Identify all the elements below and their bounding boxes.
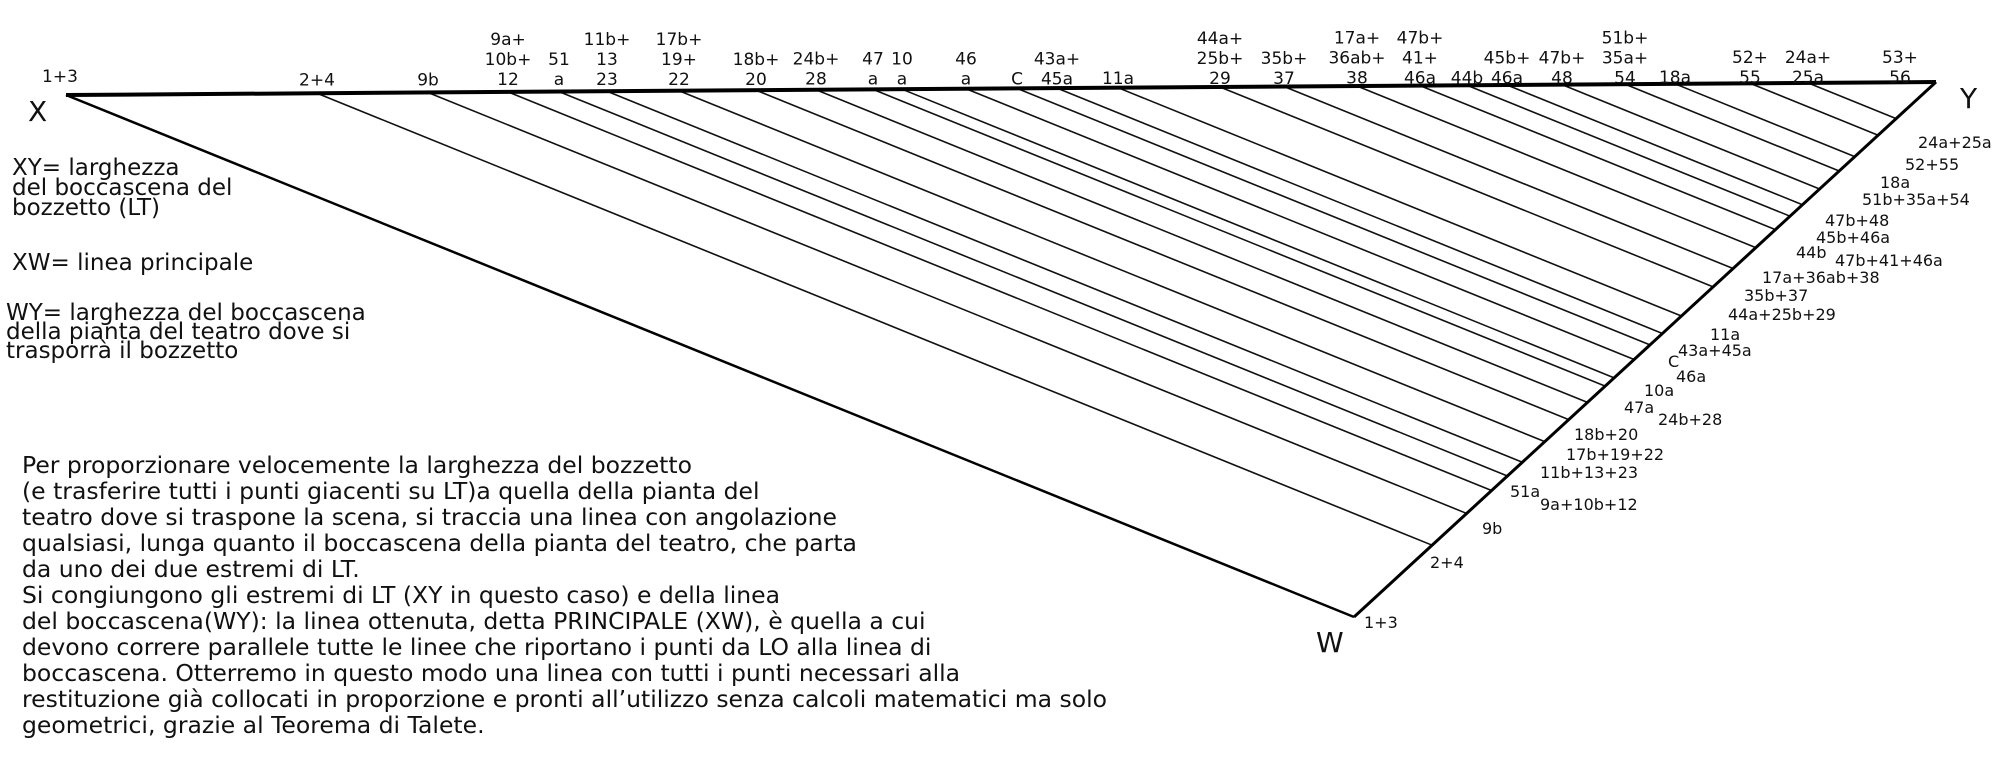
parallel-line (1750, 83, 1878, 135)
parallel-line (1284, 87, 1733, 269)
wy-point-label: 18a (1880, 173, 1911, 192)
wy-point-label: 44b (1796, 243, 1827, 262)
parallel-line (1220, 87, 1713, 287)
paragraph-line: qualsiasi, lunga quanto il boccascena della pianta del teatro, che parta (22, 529, 857, 557)
paragraph-line: teatro dove si traspone la scena, si traccia una linea con angolazione (22, 503, 838, 531)
xy-point-label: 51 a (548, 50, 570, 91)
paragraph-line: geometrici, grazie al Teorema di Talete. (22, 711, 485, 739)
xy-point-label: 44b (1450, 68, 1484, 89)
parallel-line (1017, 88, 1650, 345)
wy-point-label: 47b+41+46a (1835, 251, 1943, 270)
paragraph-line: restituzione già collocati in proporzione e pronti all’utilizzo senza calcoli matematici ma solo (22, 685, 1108, 713)
xy-point-label: 47b+ 48 (1538, 48, 1586, 89)
parallel-line (508, 92, 1492, 491)
xy-point-label: 10 a (891, 49, 913, 90)
parallel-line (1562, 85, 1820, 189)
parallel-line (1507, 85, 1802, 205)
paragraph-line: (e trasferire tutti i punti giacenti su LT)a quella della pianta del (22, 477, 760, 505)
xy-point-label: 51b+ 35a+ 54 (1601, 28, 1649, 89)
parallel-line (816, 90, 1587, 403)
wy-point-label: 18b+20 (1574, 425, 1639, 444)
wy-point-label: 43a+45a (1678, 341, 1752, 360)
wy-point-label: 45b+46a (1816, 228, 1891, 247)
line-xy (66, 82, 1936, 95)
paragraph-line: devono correre parallele tutte le linee che riportano i punti da LO alla linea di (22, 633, 932, 661)
xy-point-label: 43a+ 45a (1033, 49, 1081, 90)
wy-point-label: 47b+48 (1825, 211, 1890, 230)
wy-point-label: 17a+36ab+38 (1762, 268, 1880, 287)
wy-point-label: 9a+10b+12 (1540, 495, 1638, 514)
xy-point-label: 53+ 56 (1882, 47, 1918, 88)
definition-notes (6, 155, 366, 364)
xy-point-label: 17b+ 19+ 22 (655, 29, 703, 90)
vertex-x-label: X (28, 95, 48, 128)
wy-point-label: 9b (1482, 519, 1503, 538)
xy-point-label: 11b+ 13 23 (583, 30, 631, 91)
parallel-line (1625, 84, 1839, 171)
xy-point-label: C (1011, 69, 1023, 90)
parallel-line (1808, 83, 1896, 119)
note-xy: XY= larghezza del boccascena del bozzetto (LT) (12, 155, 233, 221)
paragraph-line: del boccascena(WY): la linea ottenuta, detta PRINCIPALE (XW), è quella a cui (22, 607, 926, 635)
xy-point-label: 44a+ 25b+ 29 (1196, 28, 1244, 89)
note-wy: WY= larghezza del boccascena della pianta del teatro dove si trasporrà il bozzetto (6, 300, 366, 364)
wy-point-label: 51a (1510, 482, 1541, 501)
wy-point-label: 35b+37 (1744, 286, 1809, 305)
xy-point-label: 45b+ 46a (1483, 48, 1531, 89)
wy-point-labels (1364, 133, 1992, 632)
xy-point-label: 46 a (955, 49, 977, 90)
paragraph-line: Per proporzionare velocemente la larghezza del bozzetto (22, 451, 692, 479)
wy-point-label: 46a (1676, 367, 1707, 386)
xy-point-label: 35b+ 37 (1260, 48, 1308, 89)
xy-point-labels (42, 28, 1918, 90)
wy-point-label: 44a+25b+29 (1728, 305, 1836, 324)
wy-point-label: 10a (1644, 381, 1675, 400)
parallel-line (559, 92, 1507, 476)
parallel-line (1420, 86, 1775, 230)
paragraph-line: da uno dei due estremi di LT. (22, 555, 360, 583)
wy-point-label: 52+55 (1905, 155, 1960, 174)
wy-point-label: 51b+35a+54 (1862, 190, 1970, 209)
paragraph-line: Si congiungono gli estremi di LT (XY in questo caso) e della linea (22, 581, 781, 609)
parallel-line (873, 89, 1605, 386)
wy-point-label: C (1668, 352, 1680, 371)
wy-point-label: 1+3 (1364, 613, 1398, 632)
xy-point-label: 47b+ 41+ 46a (1396, 28, 1444, 89)
xy-point-label: 17a+ 36ab+ 38 (1328, 28, 1386, 89)
wy-point-label: 17b+19+22 (1566, 445, 1665, 464)
xy-point-label: 24b+ 28 (792, 49, 840, 90)
xy-point-label: 18a (1658, 68, 1692, 89)
wy-point-label: 47a (1624, 398, 1655, 417)
wy-point-label: 11a (1710, 325, 1741, 344)
wy-point-label: 24b+28 (1658, 410, 1723, 429)
parallel-line (1675, 84, 1855, 157)
paragraph-line: boccascena. Otterremo in questo modo una linea con tutti i punti necessari alla (22, 659, 961, 687)
explanation-paragraph (22, 451, 1107, 739)
wy-point-label: 24a+25a (1918, 133, 1992, 152)
xy-point-label: 47 a (862, 49, 884, 90)
parallel-line (902, 89, 1614, 378)
parallel-line (607, 91, 1522, 462)
vertex-w-label: W (1316, 626, 1344, 659)
parallel-line (679, 91, 1545, 442)
xy-point-label: 11a (1101, 69, 1135, 90)
xy-point-label: 1+3 (42, 67, 78, 87)
line-wy (1354, 82, 1936, 617)
xy-point-label: 24a+ 25a (1784, 47, 1832, 88)
vertex-y-label: Y (1960, 82, 1978, 115)
wy-point-label: 2+4 (1430, 553, 1464, 572)
parallel-line (756, 90, 1569, 419)
xy-point-label: 9a+ 10b+ 12 (484, 30, 532, 91)
xy-point-label: 18b+ 20 (732, 49, 780, 90)
note-xw: XW= linea principale (12, 250, 254, 276)
xy-point-label: 2+4 (299, 70, 335, 91)
parallel-line (1057, 88, 1662, 333)
wy-point-label: 11b+13+23 (1540, 463, 1639, 482)
xy-point-label: 9b (417, 70, 439, 91)
xy-point-label: 52+ 55 (1732, 48, 1768, 89)
